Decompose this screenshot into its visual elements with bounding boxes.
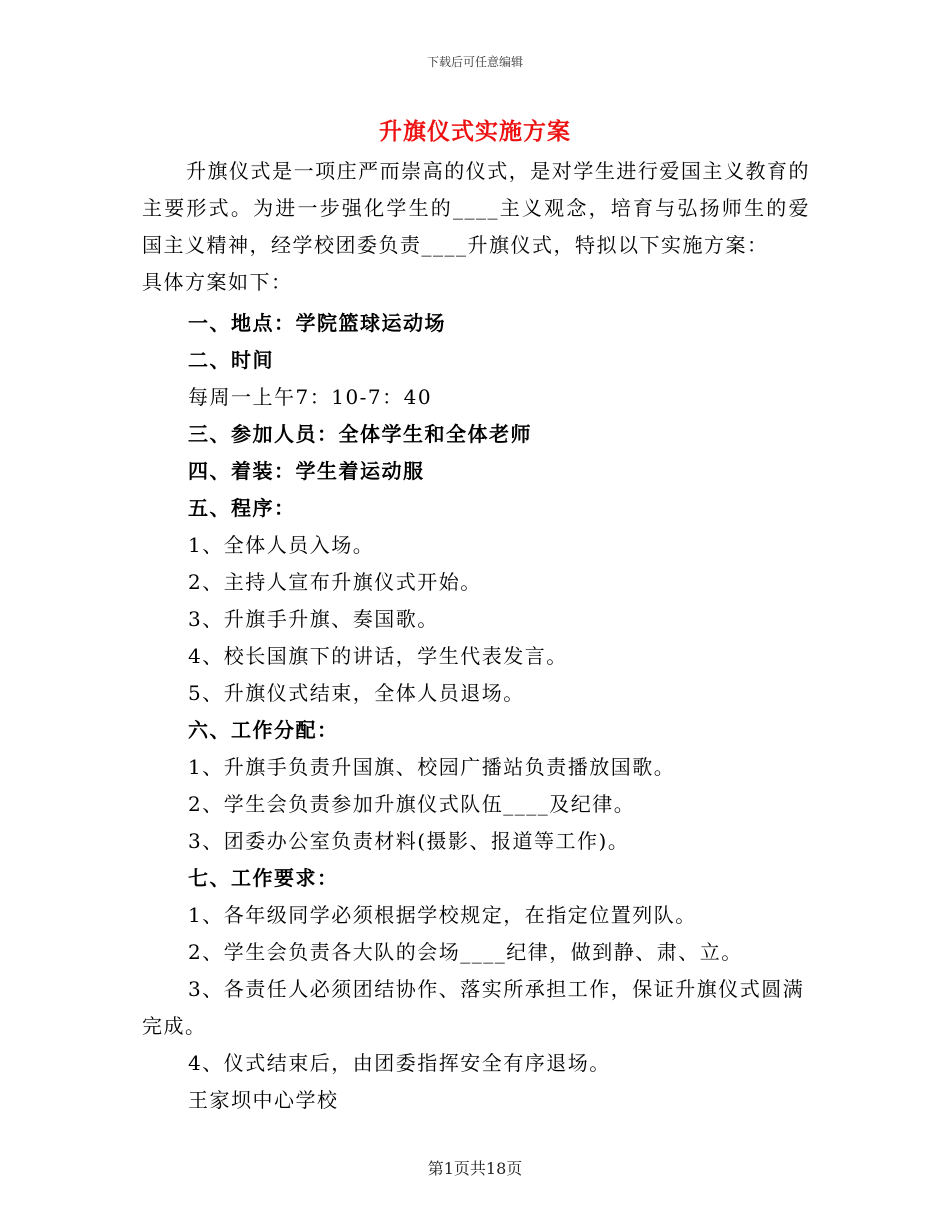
requirement-item: 4、仪式结束后，由团委指挥安全有序退场。 <box>188 1051 611 1075</box>
document-body <box>142 153 810 1119</box>
section-location: 一、地点：学院篮球运动场 <box>188 311 446 335</box>
section-requirements: 七、工作要求： <box>188 866 339 890</box>
page-footer: 第1页共18页 <box>427 1159 523 1178</box>
assignment-item: 1、升旗手负责升国旗、校园广播站负责播放国歌。 <box>188 755 676 779</box>
signature: 王家坝中心学校 <box>188 1088 339 1112</box>
requirement-item: 1、各年级同学必须根据学校规定，在指定位置列队。 <box>188 903 697 927</box>
section-participants: 三、参加人员：全体学生和全体老师 <box>188 422 532 446</box>
intro-tail: 具体方案如下： <box>142 270 293 294</box>
assignment-item: 3、团委办公室负责材料(摄影、报道等工作)。 <box>188 829 630 853</box>
document-title: 升旗仪式实施方案 <box>379 119 571 145</box>
header-note: 下载后可任意编辑 <box>426 55 523 69</box>
requirement-item: 3、各责任人必须团结协作、落实所承担工作，保证升旗仪式圆满完成。 <box>142 977 805 1038</box>
section-time: 二、时间 <box>188 348 274 372</box>
procedure-item: 5、升旗仪式结束，全体人员退场。 <box>188 681 525 705</box>
section-assignment: 六、工作分配： <box>188 718 339 742</box>
assignment-item: 2、学生会负责参加升旗仪式队伍____及纪律。 <box>188 792 636 816</box>
procedure-item: 3、升旗手升旗、奏国歌。 <box>188 607 439 631</box>
intro-paragraph: 升旗仪式是一项庄严而崇高的仪式，是对学生进行爱国主义教育的主要形式。为进一步强化学生的____主义观念，培育与弘扬师生的爱国主义精神，经学校团委负责____升旗仪式，特拟以下实施方案： <box>142 159 810 257</box>
section-attire: 四、着装：学生着运动服 <box>188 459 425 483</box>
section-procedure: 五、程序： <box>188 496 296 520</box>
time-value: 每周一上午7：10-7：40 <box>188 385 433 409</box>
procedure-item: 2、主持人宣布升旗仪式开始。 <box>188 570 482 594</box>
procedure-item: 1、全体人员入场。 <box>188 533 375 557</box>
requirement-item: 2、学生会负责各大队的会场____纪律，做到静、肃、立。 <box>188 940 743 964</box>
procedure-item: 4、校长国旗下的讲话，学生代表发言。 <box>188 644 568 668</box>
